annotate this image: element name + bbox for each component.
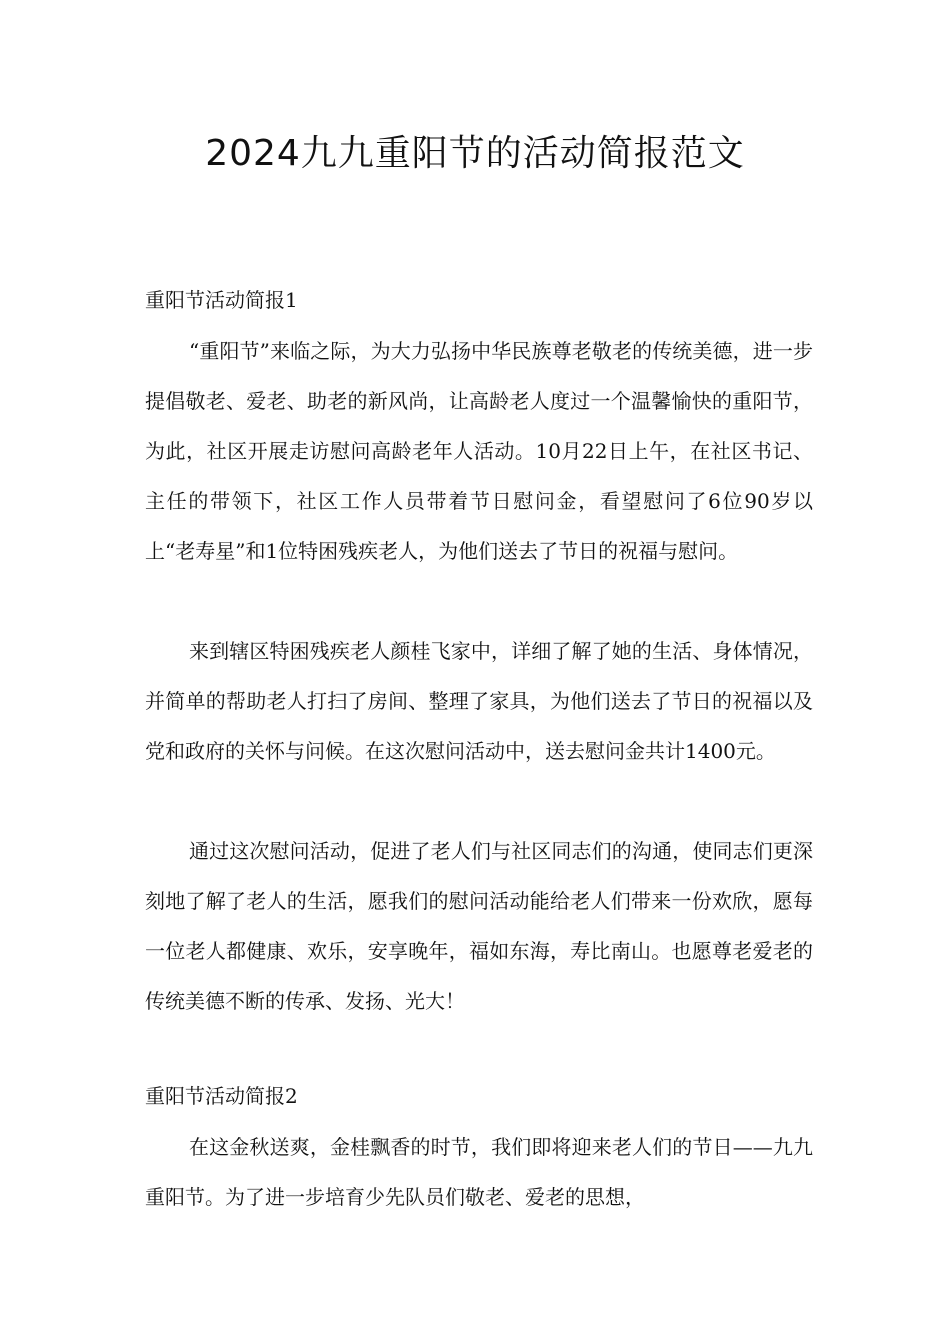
section-1-paragraph-3: 通过这次慰问活动，促进了老人们与社区同志们的沟通，使同志们更深刻地了解了老人的生活，愿我们的慰问活动能给老人们带来一份欢欣，愿每一位老人都健康、欢乐，安享晚年，福如东海，寿比南山。也愿尊老爱老的传统美德不断的传承、发扬、光大！ <box>145 839 813 1013</box>
section-1-paragraph-2: 来到辖区特困残疾老人颜桂飞家中，详细了解了她的生活、身体情况，并简单的帮助老人打扫了房间、整理了家具，为他们送去了节日的祝福以及党和政府的关怀与问候。在这次慰问活动中，送去慰问金共计1400元。 <box>145 639 813 763</box>
section-heading-1: 重阳节活动简报1 <box>145 288 298 312</box>
section-1-paragraph-1: “重阳节”来临之际，为大力弘扬中华民族尊老敬老的传统美德，进一步提倡敬老、爱老、助老的新风尚，让高龄老人度过一个温馨愉快的重阳节，为此，社区开展走访慰问高龄老年人活动。10月22日上午，在社区书记、主任的带领下，社区工作人员带着节日慰问金，看望慰问了6位90岁以上“老寿星”和1位特困残疾老人，为他们送去了节日的祝福与慰问。 <box>145 339 813 563</box>
document-title: 2024九九重阳节的活动简报范文 <box>205 133 745 174</box>
section-2-paragraph-1: 在这金秋送爽，金桂飘香的时节，我们即将迎来老人们的节日——九九重阳节。为了进一步培育少先队员们敬老、爱老的思想， <box>145 1135 813 1209</box>
section-heading-2: 重阳节活动简报2 <box>145 1084 298 1108</box>
